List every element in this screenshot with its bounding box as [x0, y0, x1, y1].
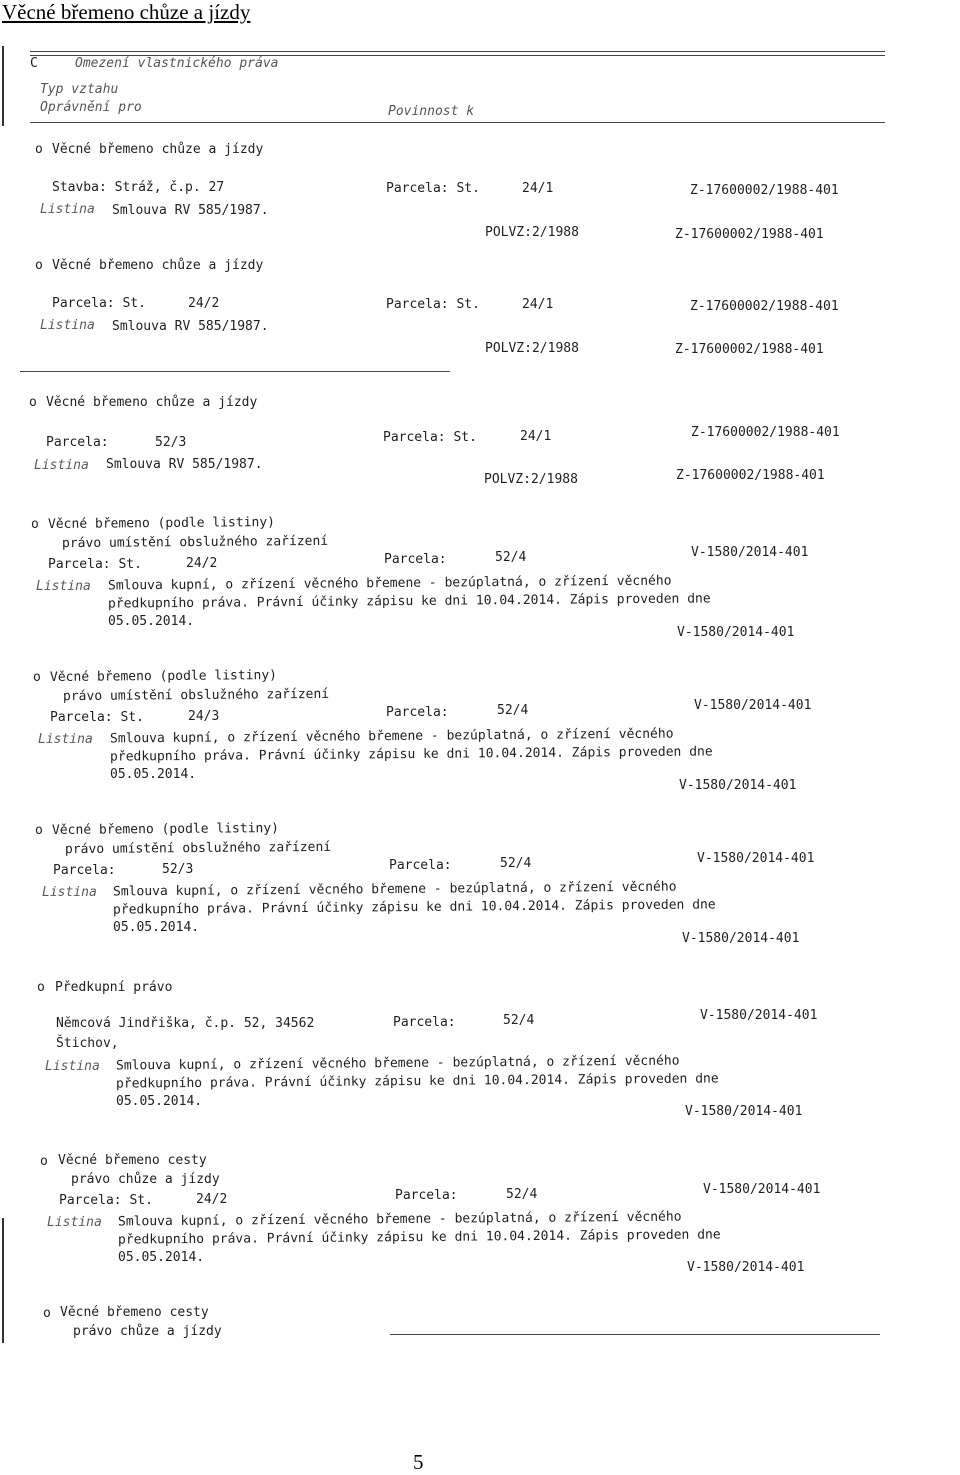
entry-right-number: 24/1 — [522, 297, 554, 312]
entry-bullet: o — [31, 517, 39, 532]
entry-right-number: 52/4 — [503, 1013, 535, 1028]
entry-bullet: o — [43, 1306, 51, 1321]
entry-reference-2: V-1580/2014-401 — [685, 1104, 803, 1119]
entry-heading: Věcné břemeno cesty — [58, 1153, 207, 1168]
entry-right-label: Parcela: — [395, 1188, 458, 1203]
entry-reference-2: Z-17600002/1988-401 — [675, 227, 824, 242]
entry-reference-2: V-1580/2014-401 — [679, 778, 797, 793]
entry-reference-2: Z-17600002/1988-401 — [676, 468, 825, 483]
entry-heading: Předkupní právo — [55, 980, 173, 995]
header-bottom-rule — [30, 122, 885, 123]
entry-bullet: o — [35, 258, 43, 273]
listina-text-line-3: 05.05.2014. — [118, 1250, 205, 1265]
entry-right-number: 24/1 — [522, 181, 554, 196]
entry-right-number: 52/4 — [497, 703, 529, 718]
listina-text: Smlouva RV 585/1987. — [112, 319, 269, 334]
listina-text-line-3: 05.05.2014. — [110, 767, 197, 782]
column-obligation: Povinnost k — [388, 104, 475, 119]
page-title: Věcné břemeno chůze a jízdy — [2, 0, 251, 24]
section-letter: C — [30, 56, 38, 71]
entry-subheading: právo chůze a jízdy — [73, 1324, 222, 1339]
left-border-lower — [2, 1218, 4, 1343]
listina-label: Listina — [38, 732, 93, 747]
entry-left-value: Stavba: Stráž, č.p. 27 — [52, 180, 225, 195]
entry-bullet: o — [29, 395, 37, 410]
listina-text-line-1: Smlouva kupní, o zřízení věcného břemene - bezúplatná, o zřízení věcného — [117, 1209, 682, 1230]
entry-right-label: Parcela: St. — [386, 181, 480, 196]
entry-subheading: právo umístění obslužného zařízení — [62, 686, 330, 705]
entry-right-number: 52/4 — [495, 550, 527, 565]
listina-text-line-1: Smlouva kupní, o zřízení věcného břemene - bezúplatná, o zřízení věcného — [107, 573, 672, 594]
entry-heading: Věcné břemeno (podle listiny) — [49, 668, 278, 685]
entry-right-number: 52/4 — [500, 856, 532, 871]
entry-subheading: právo chůze a jízdy — [71, 1172, 220, 1187]
listina-label: Listina — [40, 318, 95, 333]
listina-label: Listina — [34, 458, 89, 473]
page-number: 5 — [413, 1450, 424, 1474]
listina-text-line-3: 05.05.2014. — [113, 920, 200, 935]
entry-subheading: právo umístění obslužného zařízení — [61, 533, 329, 552]
entry-bullet: o — [40, 1154, 48, 1169]
listina-text-line-2: předkupního práva. Právní účinky zápisu ke dni 10.04.2014. Zápis proveden dne — [112, 897, 716, 918]
entry-reference: Z-17600002/1988-401 — [690, 183, 839, 198]
listina-text-line-3: 05.05.2014. — [116, 1094, 203, 1109]
entry-left-number: 52/3 — [155, 435, 187, 450]
entry-left-label: Parcela: St. — [50, 710, 144, 725]
column-type: Typ vztahu — [40, 82, 119, 97]
entry-reference: Z-17600002/1988-401 — [691, 425, 840, 440]
entry-reference: Z-17600002/1988-401 — [690, 299, 839, 314]
scan-break-rule — [20, 371, 450, 372]
entry-left-number: 24/2 — [186, 556, 218, 571]
entry-right-label: Parcela: St. — [383, 430, 477, 445]
listina-label: Listina — [45, 1059, 100, 1074]
entry-heading: Věcné břemeno (podle listiny) — [51, 821, 280, 838]
entry-left-number: 24/3 — [188, 709, 220, 724]
entry-left-number: 24/2 — [196, 1192, 228, 1207]
polvz-code: POLVZ:2/1988 — [484, 472, 578, 487]
entry-reference-2: V-1580/2014-401 — [687, 1260, 805, 1275]
entry-left-label: Parcela: St. — [52, 296, 146, 311]
listina-text-line-1: Smlouva kupní, o zřízení věcného břemene - bezúplatná, o zřízení věcného — [109, 726, 674, 747]
entry-heading: Věcné břemeno cesty — [60, 1305, 209, 1320]
entry-subheading: právo umístění obslužného zařízení — [64, 839, 332, 858]
listina-text-line-2: předkupního práva. Právní účinky zápisu ke dni 10.04.2014. Zápis proveden dne — [117, 1227, 721, 1248]
entry-right-number: 52/4 — [506, 1187, 538, 1202]
listina-text-line-1: Smlouva kupní, o zřízení věcného břemene - bezúplatná, o zřízení věcného — [112, 879, 677, 900]
entry-right-label: Parcela: St. — [386, 297, 480, 312]
entry-reference-2: Z-17600002/1988-401 — [675, 342, 824, 357]
listina-label: Listina — [42, 885, 97, 900]
section-title: Omezení vlastnického práva — [75, 56, 279, 71]
polvz-code: POLVZ:2/1988 — [485, 225, 579, 240]
listina-label: Listina — [40, 202, 95, 217]
listina-text: Smlouva RV 585/1987. — [112, 203, 269, 218]
entry-heading: Věcné břemeno (podle listiny) — [47, 515, 276, 532]
column-entitled: Oprávnění pro — [40, 100, 142, 115]
entry-heading: Věcné břemeno chůze a jízdy — [46, 395, 258, 410]
entry-reference: V-1580/2014-401 — [697, 851, 815, 866]
listina-text-line-1: Smlouva kupní, o zřízení věcného břemene - bezúplatná, o zřízení věcného — [115, 1053, 680, 1074]
entry-heading: Věcné břemeno chůze a jízdy — [52, 142, 264, 157]
entry-reference: V-1580/2014-401 — [700, 1008, 818, 1023]
entry-right-label: Parcela: — [389, 858, 452, 873]
left-border — [2, 46, 4, 126]
listina-text-line-2: předkupního práva. Právní účinky zápisu ke dni 10.04.2014. Zápis proveden dne — [109, 744, 713, 765]
polvz-code: POLVZ:2/1988 — [485, 341, 579, 356]
entry-right-number: 24/1 — [520, 429, 552, 444]
entry-left-label: Parcela: St. — [48, 557, 142, 572]
listina-text-line-3: 05.05.2014. — [108, 614, 195, 629]
entry-bullet: o — [35, 823, 43, 838]
listina-text: Smlouva RV 585/1987. — [106, 457, 263, 472]
entry-reference-2: V-1580/2014-401 — [682, 931, 800, 946]
listina-text-line-2: předkupního práva. Právní účinky zápisu ke dni 10.04.2014. Zápis proveden dne — [115, 1071, 719, 1092]
footer-rule — [390, 1334, 880, 1335]
entry-reference: V-1580/2014-401 — [691, 545, 809, 560]
entry-left-label: Parcela: St. — [59, 1193, 153, 1208]
entry-reference: V-1580/2014-401 — [694, 698, 812, 713]
entry-left-label: Parcela: — [53, 863, 116, 878]
header-top-rule — [30, 51, 885, 52]
entry-reference: V-1580/2014-401 — [703, 1182, 821, 1197]
listina-label: Listina — [47, 1215, 102, 1230]
entry-reference-2: V-1580/2014-401 — [677, 625, 795, 640]
entry-right-label: Parcela: — [384, 552, 447, 567]
entry-left-label: Parcela: — [46, 435, 109, 450]
entry-left-number: 24/2 — [188, 296, 220, 311]
entry-right-label: Parcela: — [393, 1015, 456, 1030]
entry-bullet: o — [35, 142, 43, 157]
entry-left-value: Němcová Jindřiška, č.p. 52, 34562 — [56, 1016, 315, 1031]
entry-left-number: 52/3 — [162, 862, 194, 877]
listina-text-line-2: předkupního práva. Právní účinky zápisu ke dni 10.04.2014. Zápis proveden dne — [107, 591, 711, 612]
scanned-extract — [0, 38, 960, 1343]
entry-heading: Věcné břemeno chůze a jízdy — [52, 258, 264, 273]
listina-label: Listina — [36, 579, 91, 594]
entry-right-label: Parcela: — [386, 705, 449, 720]
entry-bullet: o — [37, 980, 45, 995]
entry-bullet: o — [33, 670, 41, 685]
entry-left-value-2: Štichov, — [56, 1036, 119, 1051]
